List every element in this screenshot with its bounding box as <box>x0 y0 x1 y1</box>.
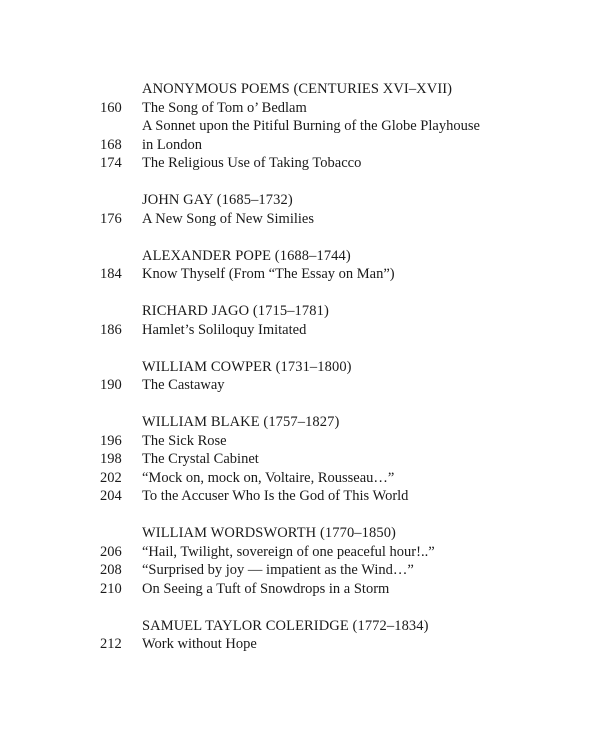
toc-entry <box>100 543 570 562</box>
poem-title: in London <box>142 136 203 153</box>
author-name: RICHARD JAGO (1715–1781) <box>142 303 329 319</box>
author-heading <box>100 413 570 432</box>
page-number-empty <box>100 524 142 543</box>
page-number: 206 <box>100 543 122 560</box>
poem-title: On Seeing a Tuft of Snowdrops in a Storm <box>142 580 390 597</box>
toc-entry <box>100 376 570 395</box>
author-name: ANONYMOUS POEMS (CENTURIES XVI–XVII) <box>142 81 453 97</box>
author-name: SAMUEL TAYLOR COLERIDGE (1772–1834) <box>142 617 429 634</box>
author-heading <box>100 191 570 210</box>
page-number: 174 <box>100 155 122 171</box>
toc-section <box>100 191 570 228</box>
author-name: WILLIAM COWPER (1731–1800) <box>142 358 352 375</box>
toc-entry <box>100 265 570 284</box>
page-number-empty <box>100 617 142 636</box>
author-heading <box>100 80 570 99</box>
page-number: 208 <box>100 562 122 578</box>
poem-title: A Sonnet upon the Pitiful Burning of the Globe Playhouse <box>142 118 480 134</box>
page-number-empty <box>100 302 142 321</box>
page-number: 160 <box>100 99 122 116</box>
poem-title: To the Accuser Who Is the God of This World <box>142 488 409 504</box>
page-number-empty <box>100 413 142 432</box>
poem-title: Hamlet’s Soliloquy Imitated <box>142 321 307 338</box>
toc-section <box>100 247 570 284</box>
toc-entry <box>100 450 570 469</box>
toc-entry <box>100 210 570 229</box>
poem-title: A New Song of New Similies <box>142 210 314 227</box>
toc-section <box>100 358 570 395</box>
poem-title: The Sick Rose <box>142 432 227 449</box>
toc-entry <box>100 635 570 654</box>
poem-title: The Crystal Cabinet <box>142 451 259 467</box>
toc-entry <box>100 580 570 599</box>
page-number: 184 <box>100 266 122 282</box>
page-number: 186 <box>100 321 122 338</box>
author-name: JOHN GAY (1685–1732) <box>142 192 293 208</box>
toc-entry <box>100 561 570 580</box>
toc-entry <box>100 432 570 451</box>
toc-section <box>100 524 570 598</box>
toc-section <box>100 413 570 506</box>
poem-title: The Castaway <box>142 377 225 393</box>
page-number-empty <box>100 247 142 266</box>
page-number: 204 <box>100 488 122 504</box>
page-number: 212 <box>100 636 122 652</box>
page-number: 202 <box>100 469 122 486</box>
toc-entry <box>100 154 570 173</box>
page-number: 198 <box>100 451 122 467</box>
poem-title: Work without Hope <box>142 636 257 652</box>
toc-entry <box>100 136 570 155</box>
toc-section <box>100 302 570 339</box>
author-heading <box>100 358 570 377</box>
author-heading <box>100 617 570 636</box>
author-heading <box>100 247 570 266</box>
author-heading <box>100 302 570 321</box>
author-name: WILLIAM WORDSWORTH (1770–1850) <box>142 525 396 541</box>
poem-title: Know Thyself (From “The Essay on Man”) <box>142 266 395 282</box>
poem-title: “Mock on, mock on, Voltaire, Rousseau…” <box>142 469 395 486</box>
page-number-empty <box>100 80 142 99</box>
page-number: 168 <box>100 136 122 153</box>
page-number-empty <box>100 358 142 377</box>
toc-section <box>100 617 570 654</box>
page-number: 176 <box>100 210 122 227</box>
poem-title: “Hail, Twilight, sovereign of one peaceful hour!..” <box>142 543 435 560</box>
author-name: ALEXANDER POPE (1688–1744) <box>142 247 351 264</box>
author-heading <box>100 524 570 543</box>
poem-title: The Religious Use of Taking Tobacco <box>142 155 362 171</box>
page-number-empty <box>100 191 142 210</box>
page-number: 190 <box>100 377 122 393</box>
page-number: 210 <box>100 580 122 597</box>
table-of-contents <box>100 80 570 672</box>
poem-title: The Song of Tom o’ Bedlam <box>142 99 307 116</box>
page-number <box>100 117 142 136</box>
poem-title: “Surprised by joy — impatient as the Wind…” <box>142 562 414 578</box>
toc-entry <box>100 99 570 118</box>
toc-entry <box>100 487 570 506</box>
page-number: 196 <box>100 432 122 449</box>
toc-section <box>100 80 570 173</box>
toc-entry <box>100 469 570 488</box>
toc-entry <box>100 117 570 136</box>
toc-entry <box>100 321 570 340</box>
author-name: WILLIAM BLAKE (1757–1827) <box>142 414 340 430</box>
